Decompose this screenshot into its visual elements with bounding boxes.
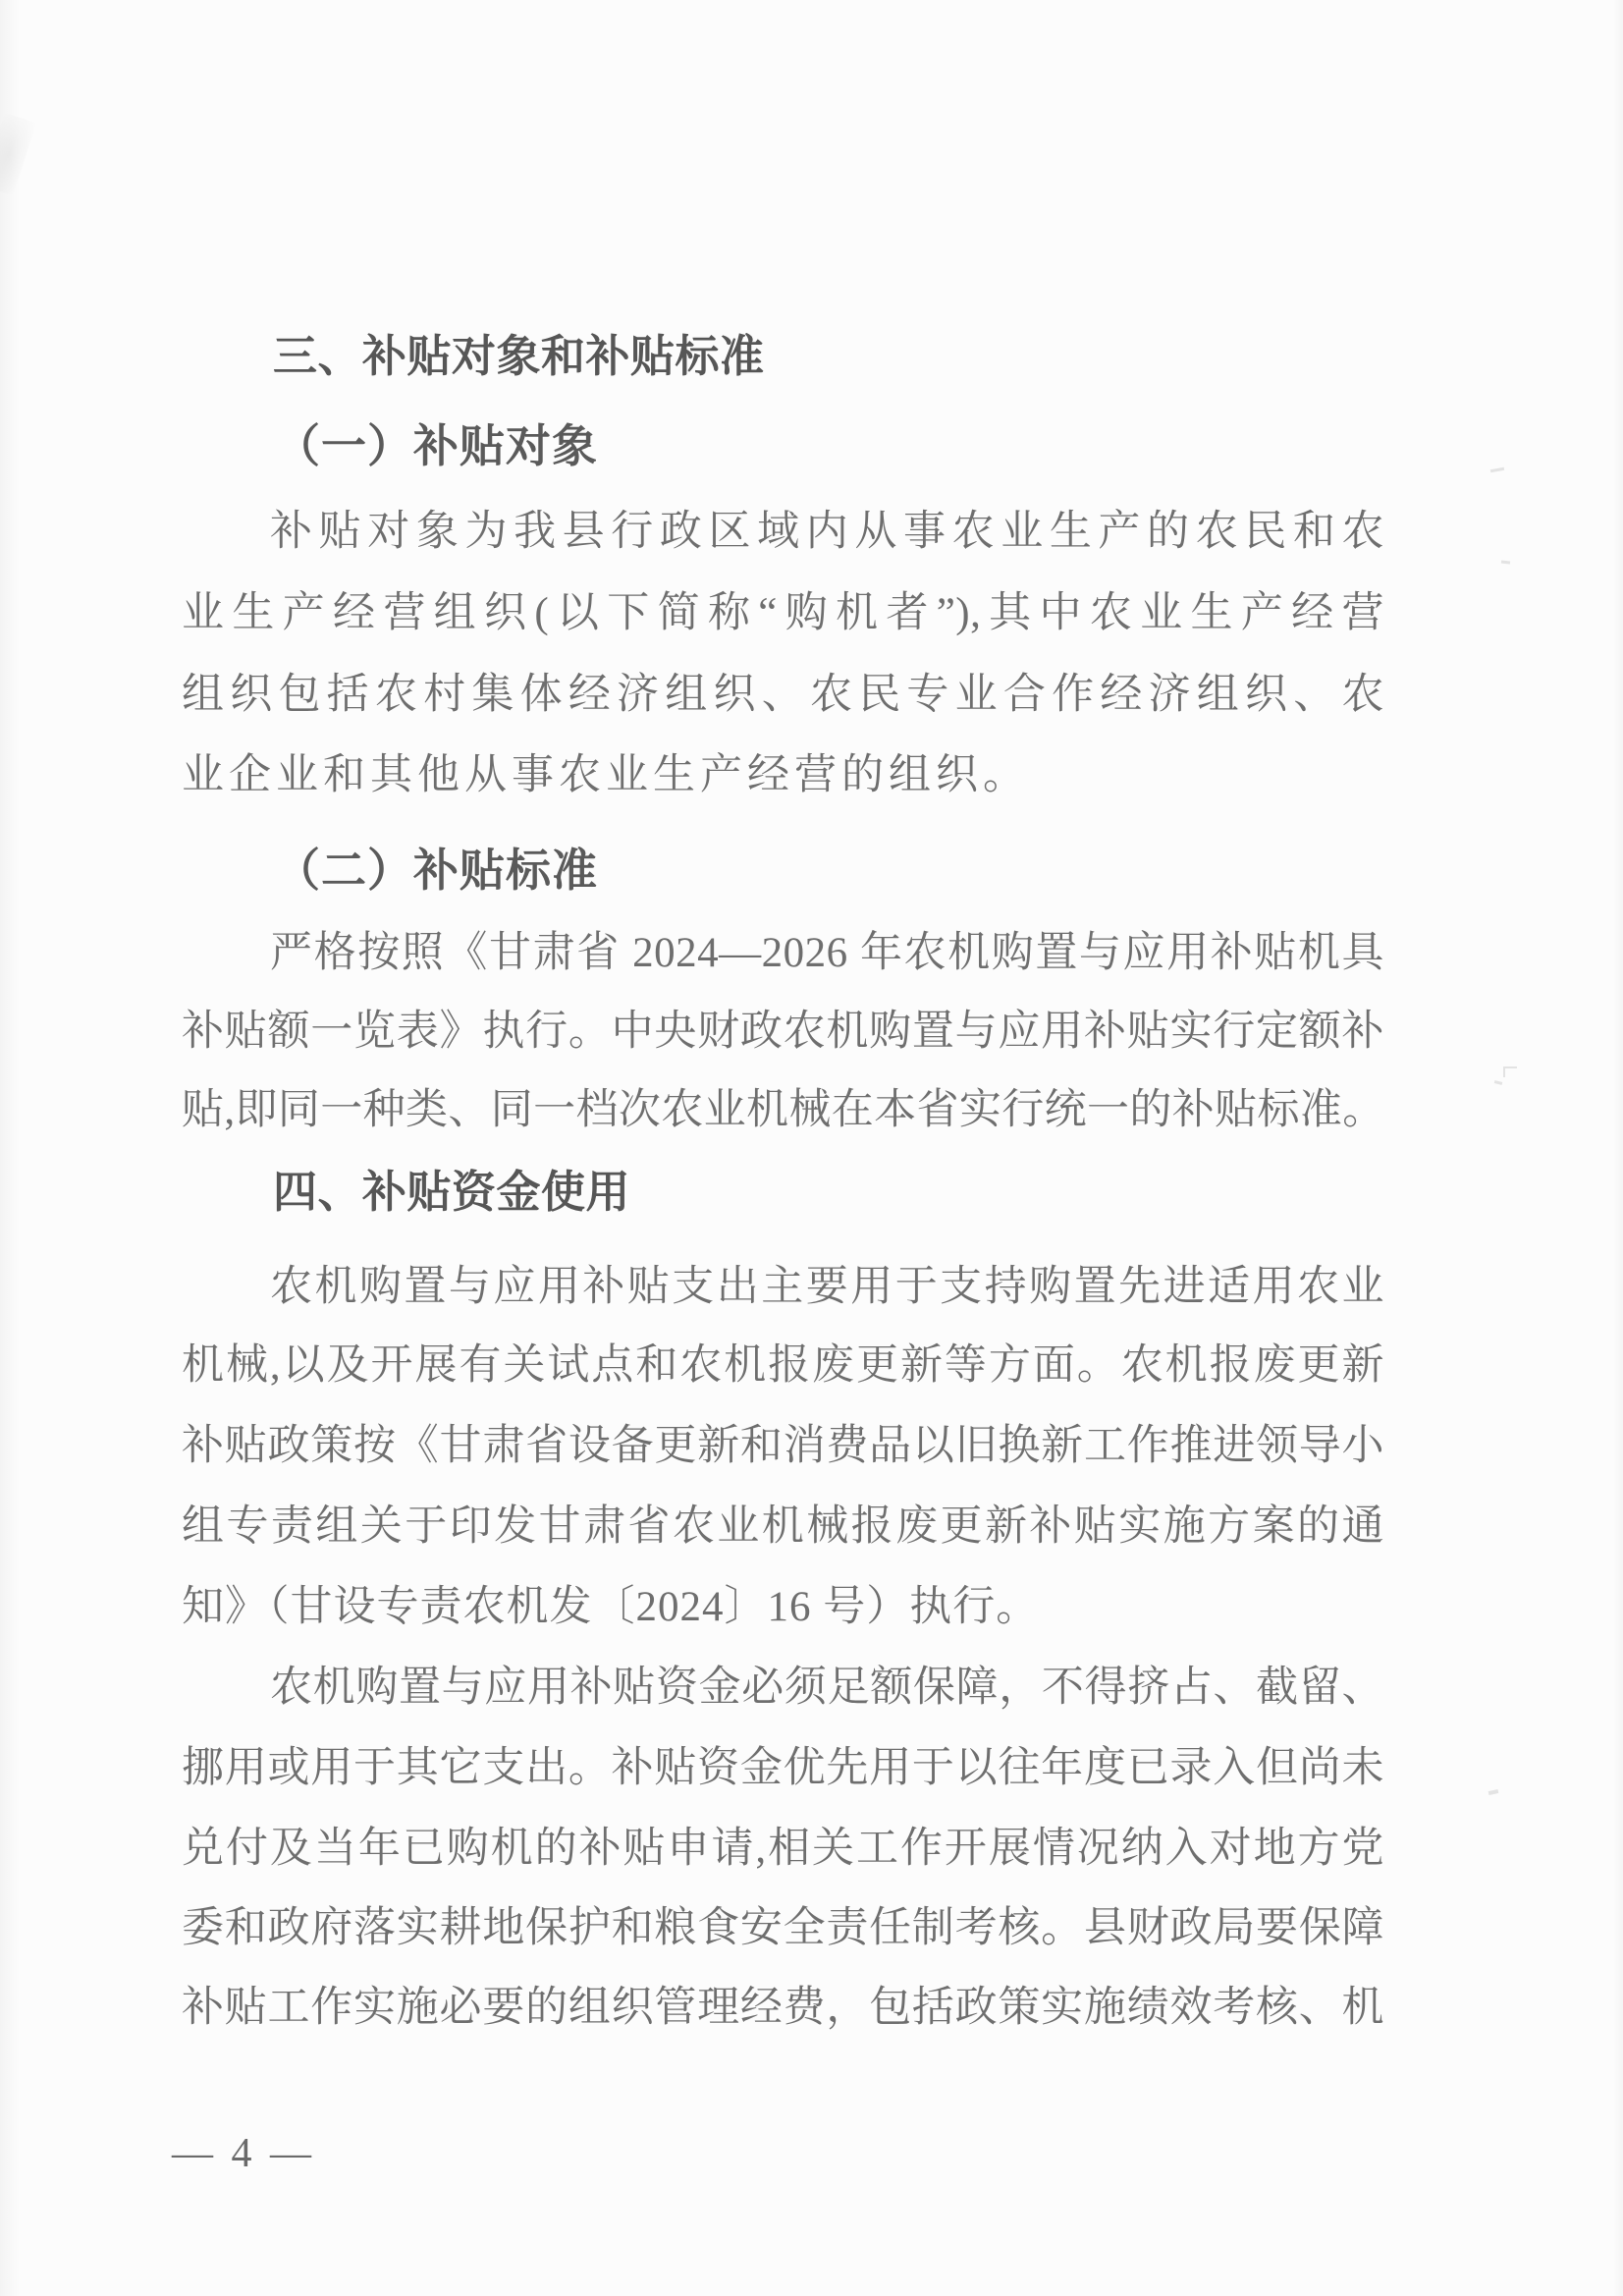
body-line: 补贴政策按《甘肃省设备更新和消费品以旧换新工作推进领导小 (182, 1423, 1384, 1469)
scan-artifact (1503, 1066, 1517, 1077)
body-line: 贴,即同一种类、同一档次农业机械在本省实行统一的补贴标准。 (182, 1087, 1384, 1133)
body-line: 补贴工作实施必要的组织管理经费，包括政策实施绩效考核、机 (182, 1985, 1384, 2031)
scan-artifact (1501, 561, 1510, 565)
scan-artifact (1494, 1080, 1502, 1085)
body-line: 农机购置与应用补贴资金必须足额保障，不得挤占、截留、 (270, 1665, 1384, 1711)
body-line: 组织包括农村集体经济组织、农民专业合作经济组织、农 (182, 672, 1384, 718)
scan-edge-shadow-left (0, 0, 20, 2296)
page-number: — 4 — (172, 2131, 315, 2176)
scan-edge-shadow-right (1613, 0, 1623, 2296)
section-heading-4: 四、补贴资金使用 (273, 1167, 631, 1217)
body-line: 挪用或用于其它支出。补贴资金优先用于以往年度已录入但尚未 (182, 1745, 1384, 1791)
scan-artifact (1488, 1789, 1499, 1795)
body-line: 业企业和其他从事农业生产经营的组织。 (182, 752, 1030, 798)
body-line: 知》（甘设专责农机发〔2024〕16 号）执行。 (182, 1584, 1040, 1630)
body-line: 农机购置与应用补贴支出主要用于支持购置先进适用农业 (270, 1264, 1384, 1310)
body-line: 机械,以及开展有关试点和农机报废更新等方面。农机报废更新 (182, 1342, 1384, 1389)
body-line: 严格按照《甘肃省 2024—2026 年农机购置与应用补贴机具 (270, 930, 1384, 976)
subsection-heading-3-2: （二）补贴标准 (275, 846, 598, 896)
section-heading-3: 三、补贴对象和补贴标准 (273, 331, 765, 381)
body-line: 委和政府落实耕地保护和粮食安全责任制考核。县财政局要保障 (182, 1905, 1384, 1951)
scan-artifact (1490, 467, 1504, 472)
subsection-heading-3-1: （一）补贴对象 (275, 421, 598, 471)
body-line: 兑付及当年已购机的补贴申请,相关工作开展情况纳入对地方党 (182, 1826, 1384, 1872)
body-line: 组专责组关于印发甘肃省农业机械报废更新补贴实施方案的通 (182, 1503, 1384, 1550)
body-line: 业生产经营组织(以下简称“购机者”),其中农业生产经营 (182, 590, 1384, 636)
body-line: 补贴额一览表》执行。中央财政农机购置与应用补贴实行定额补 (182, 1009, 1384, 1055)
body-line: 补贴对象为我县行政区域内从事农业生产的农民和农 (270, 509, 1384, 555)
